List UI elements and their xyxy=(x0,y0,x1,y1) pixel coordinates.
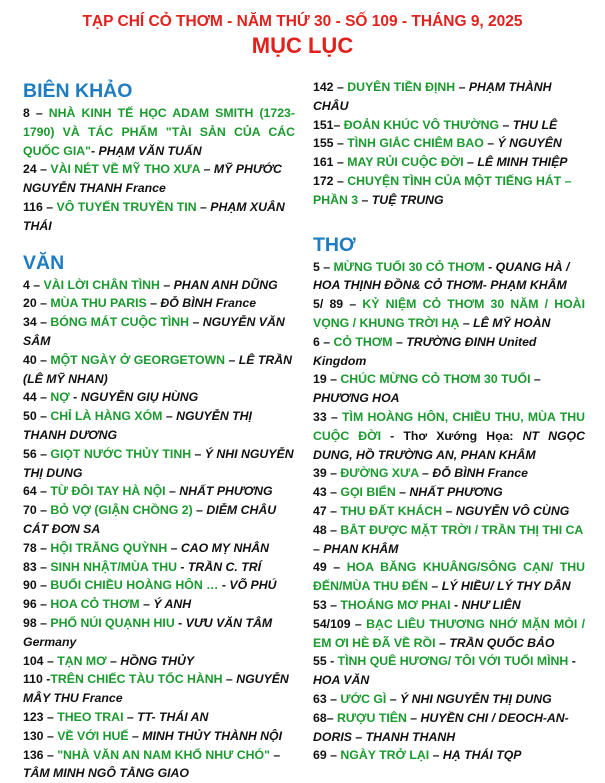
toc-entry: 20 – MÙA THU PARIS – ĐỖ BÌNH France xyxy=(23,294,295,313)
page-number: 33 xyxy=(313,410,327,424)
author-name: NHƯ LIÊN xyxy=(462,598,521,612)
author-name: VÕ PHÚ xyxy=(229,578,276,592)
section-heading: VĂN xyxy=(23,250,295,276)
author-name: NGUYỄN VÔ CÙNG xyxy=(456,504,569,518)
author-name: Ý NHI NGUYỄN THỊ DUNG xyxy=(400,692,552,706)
author-name: ĐỖ BÌNH France xyxy=(432,466,528,480)
entry-note: Thơ Xướng Họa: xyxy=(403,429,522,443)
author-separator: - xyxy=(485,260,496,274)
toc-entry: 63 – ƯỚC GÌ – Ý NHI NGUYỄN THỊ DUNG xyxy=(313,690,585,709)
author-name: HUYỀN CHI / DEOCH-AN-DORIS – THANH THANH xyxy=(313,711,569,744)
toc-section xyxy=(313,232,585,766)
toc-entry: 83 – SINH NHẬT/MÙA THU - TRẦN C. TRÍ xyxy=(23,558,295,577)
article-title: CHỈ LÀ HÀNG XÓM xyxy=(50,409,162,423)
article-title: BÓNG MÁT CUỘC TÌNH xyxy=(50,315,189,329)
author-name: NGUYỄN THỊ THANH DƯƠNG xyxy=(23,409,252,442)
page-number: 98 xyxy=(23,616,37,630)
article-title: VÔ TUYẾN TRUYỀN TIN xyxy=(57,200,197,214)
author-name: LÊ TRẦN (LÊ MỸ NHAN) xyxy=(23,353,292,386)
article-title: "NHÀ VĂN AN NAM KHỔ NHƯ CHÓ" xyxy=(57,748,270,762)
toc-entry: 8 – NHÀ KINH TẾ HỌC ADAM SMITH (1723-1790) VÀ TÁC PHẨM "TÀI SẢN CỦA CÁC QUỐC GIA"- PHẠM VĂN TUẤN xyxy=(23,104,295,160)
article-title: TÌM HOÀNG HÔN, CHIỀU THU, MÙA THU CUỘC ĐỜI xyxy=(313,410,585,443)
toc-entry xyxy=(313,116,585,135)
page-number: 104 xyxy=(23,654,44,668)
toc-entry: 4 – VÀI LỜI CHÂN TÌNH – PHAN ANH DŨNG xyxy=(23,276,295,295)
author-name: Ý ANH xyxy=(153,597,191,611)
author-name: VƯU VĂN TÂM Germany xyxy=(23,616,272,649)
section-heading: BIÊN KHẢO xyxy=(23,78,295,104)
author-name: PHAN KHÂM xyxy=(323,542,398,556)
toc-section xyxy=(313,78,585,210)
author-name: MỸ PHƯỚC NGUYỄN THANH France xyxy=(23,162,282,195)
section-heading: THƠ xyxy=(313,232,585,258)
author-name: NGUYỄN VĂN SÂM xyxy=(23,315,285,348)
toc-entry: 39 – ĐƯỜNG XƯA – ĐỖ BÌNH France xyxy=(313,464,585,483)
toc-section xyxy=(23,250,295,783)
toc-entry xyxy=(313,652,585,690)
article-title: NGÀY TRỞ LẠI xyxy=(340,748,429,762)
number-separator: – xyxy=(334,118,344,132)
author-name: MINH THỦY THÀNH NỘI xyxy=(142,729,282,743)
article-title: ĐƯỜNG XƯA xyxy=(340,466,418,480)
toc-entry: 6 – CỎ THƠM – TRƯỜNG ĐINH United Kingdom xyxy=(313,333,585,371)
article-title: DUYÊN TIỀN ĐỊNH xyxy=(347,80,455,94)
author-separator: – xyxy=(499,118,513,132)
page-number: 110 xyxy=(23,672,43,686)
toc-entry: 47 – THU ĐẤT KHÁCH – NGUYỄN VÔ CÙNG xyxy=(313,502,585,521)
page-number: 55 xyxy=(313,654,327,668)
article-title: HOA BĂNG KHUÂNG/SÔNG CẠN/ THU ĐẾN/MÙA THU ĐẾN xyxy=(313,560,585,593)
page-number: 161 xyxy=(313,155,334,169)
author-name: TT- THÁI AN xyxy=(137,710,208,724)
author-name: QUANG HÀ / HOA THỊNH ĐỒN& CỎ THƠM- PHẠM KHÂM xyxy=(313,260,569,293)
toc-entry: 96 – HOA CỎ THƠM – Ý ANH xyxy=(23,595,295,614)
article-title: ĐOẢN KHÚC VÔ THƯỜNG xyxy=(344,118,499,132)
page-number: 54/109 xyxy=(313,617,351,631)
toc-entry: 5/ 89 – KỶ NIỆM CỎ THƠM 30 NĂM / HOÀI VỌNG / KHUNG TRỜI HẠ – LÊ MỸ HOÀN xyxy=(313,295,585,333)
page-number: 78 xyxy=(23,541,37,555)
toc-entry: 43 – GỌI BIỂN – NHẤT PHƯƠNG xyxy=(313,483,585,502)
toc-entry: 54/109 – BẠC LIÊU THƯƠNG NHỚ MẶN MÒI / EM ƠI HÈ ĐÃ VỀ RỒI – TRẦN QUỐC BẢO xyxy=(313,615,585,653)
article-title: HỘI TRĂNG QUỲNH xyxy=(50,541,167,555)
author-name: NT NGỌC DUNG, HỒ TRƯỜNG AN, PHAN KHÂM xyxy=(313,429,585,462)
page-number: 44 xyxy=(23,390,37,404)
toc-entry: 104 – TẠN MƠ – HỒNG THỦY xyxy=(23,652,295,671)
article-title: CHÚC MỪNG CỎ THƠM 30 TUỔI xyxy=(340,372,530,386)
article-title: TỪ ĐÔI TAY HÀ NỘI xyxy=(50,484,165,498)
author-separator: - xyxy=(381,429,403,443)
page-number: 64 xyxy=(23,484,37,498)
author-name: NGUYỄN GIỤ HÙNG xyxy=(81,390,199,404)
author-name: TRẦN C. TRÍ xyxy=(188,560,261,574)
author-name: LÊ MỸ HOÀN xyxy=(473,316,550,330)
article-title: MÙA THU PARIS xyxy=(50,296,146,310)
page-number: 68 xyxy=(313,711,327,725)
toc-entry: 68– RƯỢU TIÊN – HUYỀN CHI / DEOCH-AN-DORIS – THANH THANH xyxy=(313,709,585,747)
article-title: BẠC LIÊU THƯƠNG NHỚ MẶN MÒI / EM ƠI HÈ ĐÃ VỀ RỒI xyxy=(313,617,585,650)
author-name: HOA VĂN xyxy=(313,673,369,687)
author-separator: – xyxy=(484,136,498,150)
article-title: VỀ VỚI HUẾ xyxy=(57,729,128,743)
toc-entry: 19 – CHÚC MỪNG CỎ THƠM 30 TUỔI – PHƯƠNG HOA xyxy=(313,370,585,408)
article-title: ƯỚC GÌ xyxy=(340,692,386,706)
author-separator: - xyxy=(175,616,186,630)
article-title: BUỔI CHIỀU HOÀNG HÔN … xyxy=(50,578,218,592)
toc-section xyxy=(23,78,295,236)
page-number: 39 xyxy=(313,466,327,480)
article-title: THOÁNG MƠ PHAI xyxy=(340,598,450,612)
toc-entry: 49 – HOA BĂNG KHUÂNG/SÔNG CẠN/ THU ĐẾN/MÙA THU ĐẾN – LÝ HIỀU/ LÝ THY DÂN xyxy=(313,558,585,596)
author-name: HỒNG THỦY xyxy=(120,654,194,668)
author-separator: - xyxy=(177,560,188,574)
article-title: CỎ THƠM xyxy=(334,335,393,349)
page-number: 90 xyxy=(23,578,37,592)
page-number: 123 xyxy=(23,710,44,724)
article-title: GỌI BIỂN xyxy=(340,485,395,499)
author-name: Ý NHI NGUYỄN THỊ DUNG xyxy=(23,447,294,480)
author-name: NGUYỄN MÂY THU France xyxy=(23,672,289,705)
page-number: 34 xyxy=(23,315,37,329)
page-number: 43 xyxy=(313,485,327,499)
author-name: CAO MỴ NHÂN xyxy=(181,541,269,555)
page-number: 136 xyxy=(23,748,44,762)
page-number: 151 xyxy=(313,118,334,132)
page-number: 6 xyxy=(313,335,320,349)
page-number: 50 xyxy=(23,409,37,423)
page-number: 5/ 89 xyxy=(313,297,343,311)
toc-entry: 33 – TÌM HOÀNG HÔN, CHIỀU THU, MÙA THU CUỘC ĐỜI - Thơ Xướng Họa: NT NGỌC DUNG, HỒ TRƯỜNG AN, PHAN KHÂM xyxy=(313,408,585,464)
article-title: TẠN MƠ xyxy=(57,654,106,668)
author-name: THU LÊ xyxy=(513,118,557,132)
toc-entry: 130 – VỀ VỚI HUẾ – MINH THỦY THÀNH NỘI xyxy=(23,727,295,746)
author-name: TUỆ TRUNG xyxy=(372,193,444,207)
page-number: 53 xyxy=(313,598,327,612)
number-separator: - xyxy=(43,672,51,686)
toc-entry: 90 – BUỔI CHIỀU HOÀNG HÔN … - VÕ PHÚ xyxy=(23,576,295,595)
toc-entry: 34 – BÓNG MÁT CUỘC TÌNH – NGUYỄN VĂN SÂM xyxy=(23,313,295,351)
page-number: 49 xyxy=(313,560,327,574)
article-title: VÀI NÉT VỀ MỸ THO XƯA xyxy=(50,162,200,176)
author-name: NHẤT PHƯƠNG xyxy=(409,485,502,499)
author-separator: - xyxy=(218,578,229,592)
toc-entry: 123 – THEO TRAI – TT- THÁI AN xyxy=(23,708,295,727)
page-number: 83 xyxy=(23,560,37,574)
toc-entry: 50 – CHỈ LÀ HÀNG XÓM – NGUYỄN THỊ THANH DƯƠNG xyxy=(23,407,295,445)
article-title: BỎ VỢ (GIẬN CHỒNG 2) xyxy=(50,503,192,517)
toc-entry: 69 – NGÀY TRỞ LẠI – HẠ THÁI TQP xyxy=(313,746,585,765)
author-name: HẠ THÁI TQP xyxy=(443,748,522,762)
toc-entry: 5 – MỪNG TUỔI 30 CỎ THƠM - QUANG HÀ / HOA THỊNH ĐỒN& CỎ THƠM- PHẠM KHÂM xyxy=(313,258,585,296)
author-name: PHAN ANH DŨNG xyxy=(174,278,278,292)
author-name: PHẠM THÀNH CHÂU xyxy=(313,80,552,113)
page-number: 69 xyxy=(313,748,327,762)
page-number: 172 xyxy=(313,174,334,188)
author-name: LÊ MINH THIỆP xyxy=(477,155,567,169)
toc-entry: 56 – GIỌT NƯỚC THỦY TINH – Ý NHI NGUYỄN THỊ DUNG xyxy=(23,445,295,483)
author-name: DIỄM CHÂU CÁT ĐƠN SA xyxy=(23,503,276,536)
article-title: KỶ NIỆM CỎ THƠM 30 NĂM / HOÀI VỌNG / KHUNG TRỜI HẠ xyxy=(313,297,585,330)
masthead-issue-line: TẠP CHÍ CỎ THƠM - NĂM THỨ 30 - SỐ 109 - THÁNG 9, 2025 xyxy=(0,13,605,31)
page-number: 70 xyxy=(23,503,37,517)
toc-entry: 48 – BẮT ĐƯỢC MẶT TRỜI / TRẦN THỊ THI CA – PHAN KHÂM xyxy=(313,521,585,559)
article-title: TRÊN CHIẾC TÀU TỐC HÀNH xyxy=(50,672,222,686)
page-number: 4 xyxy=(23,278,30,292)
page-number: 63 xyxy=(313,692,327,706)
author-name: TRƯỜNG ĐINH United Kingdom xyxy=(313,335,536,368)
article-title: THEO TRAI xyxy=(57,710,123,724)
author-separator: - xyxy=(91,144,99,158)
author-name: PHẠM VĂN TUẤN xyxy=(99,144,202,158)
author-name: LÝ HIỀU/ LÝ THY DÂN xyxy=(442,579,571,593)
toc-entry: 64 – TỪ ĐÔI TAY HÀ NỘI – NHẤT PHƯƠNG xyxy=(23,482,295,501)
toc-entry: 98 – PHỐ NÚI QUẠNH HIU - VƯU VĂN TÂM Germany xyxy=(23,614,295,652)
author-name: TÂM MINH NGÔ TẰNG GIAO xyxy=(23,766,189,780)
author-name: ĐỖ BÌNH France xyxy=(160,296,256,310)
table-of-contents-heading: MỤC LỤC xyxy=(0,33,605,59)
article-title: MỘT NGÀY Ở GEORGETOWN xyxy=(50,353,225,367)
article-title: MAY RỦI CUỘC ĐỜI xyxy=(347,155,463,169)
author-separator: - xyxy=(70,390,81,404)
toc-entry: 161 – MAY RỦI CUỘC ĐỜI – LÊ MINH THIỆP xyxy=(313,153,585,172)
left-column xyxy=(23,78,295,783)
author-name: Ý NGUYÊN xyxy=(498,136,562,150)
author-separator: - xyxy=(568,654,576,668)
article-title: VÀI LỜI CHÂN TÌNH xyxy=(44,278,160,292)
toc-entry: 78 – HỘI TRĂNG QUỲNH – CAO MỴ NHÂN xyxy=(23,539,295,558)
article-title: RƯỢU TIÊN xyxy=(337,711,407,725)
page-number: 142 xyxy=(313,80,334,94)
article-title: NỢ xyxy=(50,390,69,404)
article-title: CHUYỆN TÌNH CỦA MỘT TIẾNG HÁT – PHẦN 3 xyxy=(313,174,572,207)
article-title: NHÀ KINH TẾ HỌC ADAM SMITH (1723-1790) VÀ TÁC PHẨM "TÀI SẢN CỦA CÁC QUỐC GIA" xyxy=(23,106,295,158)
page-number: 56 xyxy=(23,447,37,461)
toc-entry: 70 – BỎ VỢ (GIẬN CHỒNG 2) – DIỄM CHÂU CÁT ĐƠN SA xyxy=(23,501,295,539)
author-name: PHẠM XUÂN THÁI xyxy=(23,200,285,233)
author-name: TRẦN QUỐC BẢO xyxy=(449,636,554,650)
article-title: SINH NHẬT/MÙA THU xyxy=(50,560,177,574)
toc-entry: 40 – MỘT NGÀY Ở GEORGETOWN – LÊ TRẦN (LÊ MỸ NHAN) xyxy=(23,351,295,389)
number-separator: - xyxy=(327,654,338,668)
page-number: 130 xyxy=(23,729,44,743)
page-number: 5 xyxy=(313,260,320,274)
article-title: TÌNH GIẮC CHIÊM BAO xyxy=(347,136,484,150)
article-title: PHỐ NÚI QUẠNH HIU xyxy=(50,616,174,630)
page-number: 24 xyxy=(23,162,37,176)
article-title: BẮT ĐƯỢC MẶT TRỜI / TRẦN THỊ THI CA xyxy=(340,523,582,537)
author-name: NHẤT PHƯƠNG xyxy=(179,484,272,498)
toc-entry: 136 – "NHÀ VĂN AN NAM KHỔ NHƯ CHÓ" – TÂM MINH NGÔ TẰNG GIAO xyxy=(23,746,295,783)
page-number: 20 xyxy=(23,296,37,310)
author-separator: - xyxy=(451,598,462,612)
article-title: GIỌT NƯỚC THỦY TINH xyxy=(50,447,191,461)
article-title: MỪNG TUỔI 30 CỎ THƠM xyxy=(334,260,485,274)
page-number: 96 xyxy=(23,597,37,611)
article-title: HOA CỎ THƠM xyxy=(50,597,139,611)
toc-entry: 116 – VÔ TUYẾN TRUYỀN TIN – PHẠM XUÂN THÁI xyxy=(23,198,295,236)
toc-entry: 172 – CHUYỆN TÌNH CỦA MỘT TIẾNG HÁT – PHẦN 3 – TUỆ TRUNG xyxy=(313,172,585,210)
page-number: 155 xyxy=(313,136,334,150)
page-number: 19 xyxy=(313,372,327,386)
number-separator: – xyxy=(327,711,337,725)
toc-entry: 44 – NỢ - NGUYỄN GIỤ HÙNG xyxy=(23,388,295,407)
page-number: 47 xyxy=(313,504,327,518)
right-column xyxy=(313,78,585,765)
toc-entry: 53 – THOÁNG MƠ PHAI - NHƯ LIÊN xyxy=(313,596,585,615)
article-title: TÌNH QUÊ HƯƠNG/ TÔI VỚI TUỔI MÌNH xyxy=(338,654,569,668)
toc-entry: 155 – TÌNH GIẮC CHIÊM BAO – Ý NGUYÊN xyxy=(313,134,585,153)
page-number: 48 xyxy=(313,523,327,537)
page-number: 116 xyxy=(23,200,43,214)
page-number: 40 xyxy=(23,353,37,367)
author-name: PHƯƠNG HOA xyxy=(313,391,400,405)
page-number: 8 xyxy=(23,106,30,120)
toc-entry: 142 – DUYÊN TIỀN ĐỊNH – PHẠM THÀNH CHÂU xyxy=(313,78,585,116)
toc-entry: 24 – VÀI NÉT VỀ MỸ THO XƯA – MỸ PHƯỚC NGUYỄN THANH France xyxy=(23,160,295,198)
article-title: THU ĐẤT KHÁCH xyxy=(340,504,442,518)
toc-entry: 110 -TRÊN CHIẾC TÀU TỐC HÀNH – NGUYỄN MÂY THU France xyxy=(23,670,295,708)
